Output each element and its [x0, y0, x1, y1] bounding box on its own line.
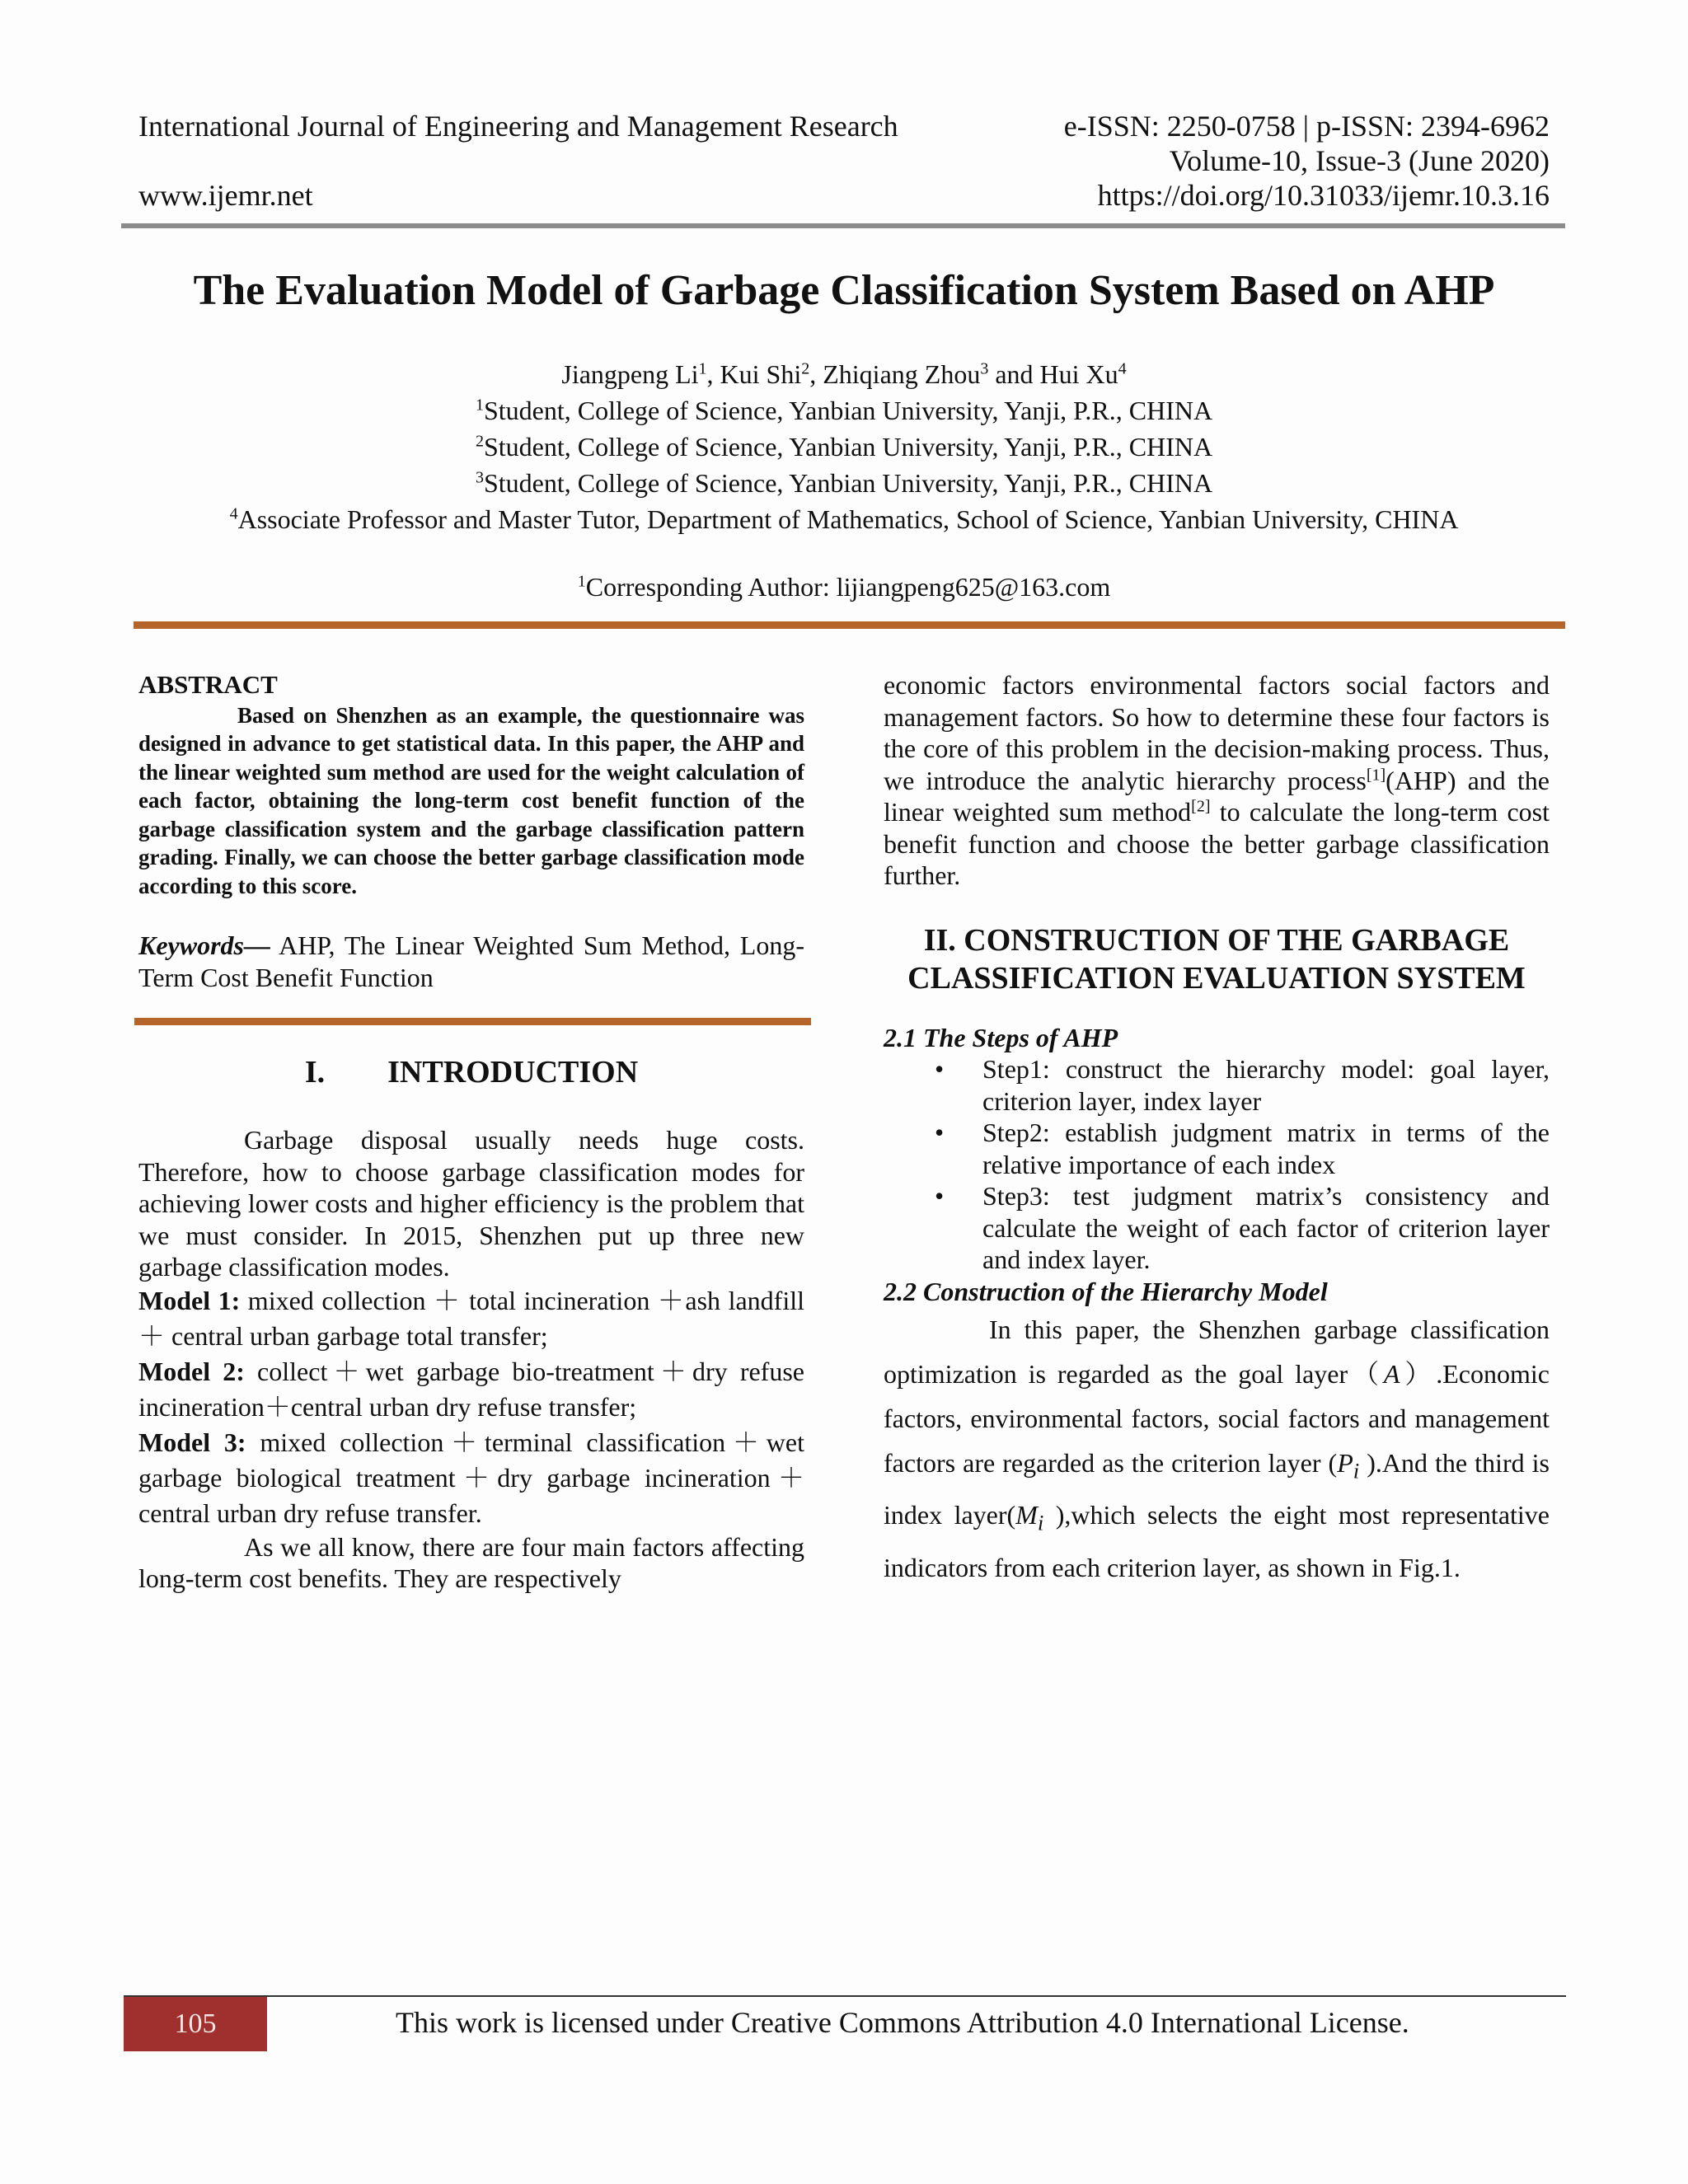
model-2-text: collect＋wet garbage bio-treatment＋dry refuse incineration＋central urban dry refuse transfer; — [138, 1356, 804, 1422]
affiliation-text: Student, College of Science, Yanbian University, Yanji, P.R., CHINA — [483, 432, 1213, 462]
affiliation-2 — [0, 429, 1688, 465]
model-2 — [138, 1354, 804, 1425]
author-sup: 3 — [980, 359, 989, 378]
footer-rule — [124, 1995, 1566, 1997]
affiliation-text: Student, College of Science, Yanbian University, Yanji, P.R., CHINA — [483, 468, 1213, 498]
author-name: Hui Xu — [1039, 359, 1118, 389]
abstract-divider — [134, 1018, 811, 1025]
step-text: Step2: establish judgment matrix in terms of the relative importance of each index — [982, 1118, 1550, 1179]
intro-continuation — [884, 669, 1550, 892]
subsection-2-1-heading: 2.1 The Steps of AHP — [884, 1022, 1118, 1052]
model-1-text: mixed collection ＋ total incineration ＋ash landfill ＋ central urban garbage total transfer; — [138, 1285, 804, 1351]
corresponding-sup: 1 — [577, 572, 586, 591]
keywords — [138, 930, 804, 993]
model-3 — [138, 1425, 804, 1531]
affiliation-text: Associate Professor and Master Tutor, Department of Mathematics, School of Science, Yanbian University, CHINA — [237, 504, 1459, 534]
reference-2[interactable]: [2] — [1191, 797, 1211, 816]
title-divider — [134, 621, 1565, 629]
affiliation-4 — [0, 501, 1688, 537]
author-list — [0, 356, 1688, 392]
affiliation-sup: 3 — [475, 468, 484, 487]
affiliation-text: Student, College of Science, Yanbian University, Yanji, P.R., CHINA — [483, 396, 1213, 425]
symbol-m: M — [1015, 1500, 1038, 1530]
list-item — [884, 1180, 1550, 1276]
bullet-icon: • — [935, 1118, 945, 1147]
keywords-label: Keywords— — [138, 930, 270, 960]
affiliation-1 — [0, 392, 1688, 429]
subsection-2-2-heading: 2.2 Construction of the Hierarchy Model — [884, 1276, 1328, 1306]
author-sup: 2 — [801, 359, 810, 378]
author-name: Kui Shi — [720, 359, 802, 389]
paragraph-text: ),which selects the eight most representative indicators from each criterion layer, as shown in Fig.1. — [884, 1500, 1550, 1582]
header-rule — [121, 223, 1565, 228]
author-sup: 4 — [1118, 359, 1127, 378]
section-2-heading: II. CONSTRUCTION OF THE GARBAGE CLASSIFICATION EVALUATION SYSTEM — [907, 922, 1526, 996]
affiliation-sup: 4 — [229, 504, 238, 523]
volume-issue: Volume-10, Issue-3 (June 2020) — [1169, 144, 1550, 177]
list-item — [884, 1117, 1550, 1180]
list-item — [884, 1053, 1550, 1117]
model-1 — [138, 1283, 804, 1354]
affiliation-3 — [0, 465, 1688, 501]
model-3-label: Model 3: — [138, 1427, 246, 1457]
keywords-text: AHP, The Linear Weighted Sum Method, Long-Term Cost Benefit Function — [138, 930, 804, 992]
continuation-text: (AHP) and the linear weighted sum method — [884, 765, 1550, 827]
continuation-text: economic factors environmental factors social factors and management factors. So how to determine these four factors is the core of this problem in the decision-making process. Thus, we introduce the analytic hierarchy process — [884, 670, 1550, 795]
doi-link[interactable]: https://doi.org/10.31033/ijemr.10.3.16 — [1097, 179, 1550, 212]
intro-paragraph-1: Garbage disposal usually needs huge costs. Therefore, how to choose garbage classification modes for achieving lower costs and higher efficiency is the problem that we must consider. In 2015, Shenzhen put up three new garbage classification modes. — [138, 1125, 804, 1282]
corresponding-author — [0, 569, 1688, 605]
intro-section — [138, 1053, 804, 1595]
right-column — [884, 669, 1550, 1590]
model-2-label: Model 2: — [138, 1356, 245, 1386]
step-text: Step3: test judgment matrix’s consistency and calculate the weight of each factor of criterion layer and index layer. — [982, 1181, 1550, 1274]
paragraph-text: ).And the third is index layer( — [884, 1448, 1550, 1530]
author-sup: 1 — [698, 359, 707, 378]
author-separator: and — [988, 359, 1040, 389]
model-1-label: Model 1: — [138, 1285, 241, 1315]
author-separator: , — [809, 359, 823, 389]
bullet-icon: • — [935, 1054, 945, 1084]
author-separator: , — [706, 359, 720, 389]
ahp-steps-list — [884, 1053, 1550, 1276]
symbol-subscript: i — [1037, 1510, 1044, 1535]
author-name: Jiangpeng Li — [561, 359, 699, 389]
step-text: Step1: construct the hierarchy model: goal layer, criterion layer, index layer — [982, 1054, 1550, 1116]
bullet-icon: • — [935, 1181, 945, 1211]
page-number: 105 — [124, 1997, 267, 2051]
symbol-p: P — [1337, 1448, 1353, 1478]
intro-paragraph-2: As we all know, there are four main factors affecting long-term cost benefits. They are respectively — [138, 1531, 804, 1593]
left-column — [138, 669, 804, 993]
author-name: Zhiqiang Zhou — [823, 359, 981, 389]
paper-title: The Evaluation Model of Garbage Classification System Based on AHP — [193, 267, 1495, 314]
paragraph-text: ）.Economic factors, environmental factors, social factors and management factors are regarded as the criterion layer ( — [884, 1359, 1550, 1478]
license-notice: This work is licensed under Creative Commons Attribution 4.0 International License. — [396, 2006, 1409, 2039]
journal-website[interactable]: www.ijemr.net — [138, 179, 313, 212]
continuation-text: to calculate the long-term cost benefit function and choose the better garbage classification further. — [884, 797, 1550, 890]
abstract-heading: ABSTRACT — [138, 670, 278, 699]
journal-name: International Journal of Engineering and Management Research — [138, 110, 898, 143]
model-3-text: mixed collection＋terminal classification＋wet garbage biological treatment＋dry garbage incineration＋central urban dry refuse transfer. — [138, 1427, 804, 1528]
affiliation-sup: 2 — [475, 432, 484, 451]
intro-heading: I. INTRODUCTION — [304, 1055, 639, 1090]
affiliation-sup: 1 — [475, 396, 484, 415]
corresponding-text[interactable]: Corresponding Author: lijiangpeng625@163.com — [585, 572, 1111, 602]
symbol-subscript: i — [1353, 1458, 1360, 1483]
symbol-a: A — [1383, 1359, 1400, 1389]
abstract-body: Based on Shenzhen as an example, the questionnaire was designed in advance to get statistical data. In this paper, the AHP and the linear weighted sum method are used for the weight calculation of each factor, obtaining the long-term cost benefit function of the garbage classification system and the garbage classification pattern grading. Finally, we can choose the better garbage classification mode according to this score. — [138, 702, 804, 898]
hierarchy-paragraph — [884, 1307, 1550, 1590]
paragraph-text: In this paper, the Shenzhen garbage classification optimization is regarded as the goal layer（ — [884, 1315, 1550, 1389]
issn: e-ISSN: 2250-0758 | p-ISSN: 2394-6962 — [1063, 110, 1550, 143]
reference-1[interactable]: [1] — [1366, 765, 1386, 784]
